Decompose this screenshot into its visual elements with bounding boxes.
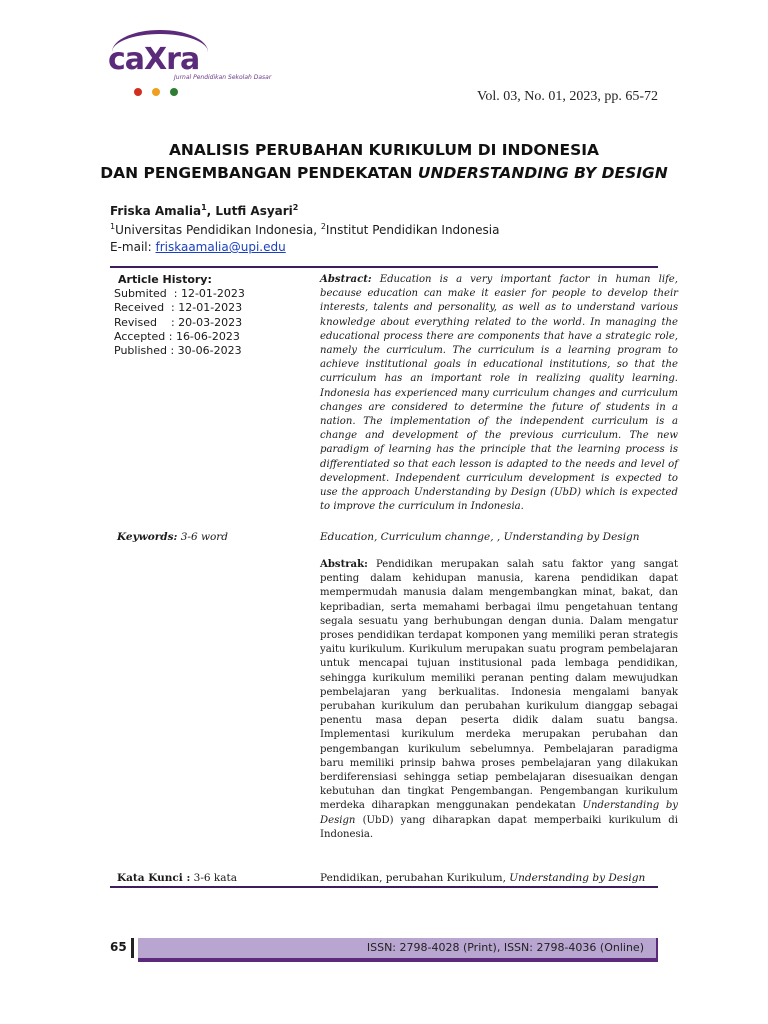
email-label: E-mail: xyxy=(110,240,156,254)
keywords-label xyxy=(117,531,228,543)
kata-kunci-plain: Pendidikan, perubahan Kurikulum, xyxy=(320,872,510,884)
affil-2: Institut Pendidikan Indonesia xyxy=(325,223,500,237)
history-published: Published : 30-06-2023 xyxy=(114,344,242,358)
authors xyxy=(110,203,298,218)
title-line-2 xyxy=(0,162,768,185)
affil-2-sup: 2 xyxy=(320,222,326,231)
kata-kunci-note: 3-6 kata xyxy=(190,872,238,884)
kata-kunci-value xyxy=(320,872,645,884)
history-accepted: Accepted : 16-06-2023 xyxy=(114,329,240,343)
top-rule xyxy=(110,266,658,268)
volume-info: Vol. 03, No. 01, 2023, pp. 65-72 xyxy=(477,89,658,104)
abstract-label: Abstract: xyxy=(320,274,372,285)
history-heading: Article History: xyxy=(118,273,212,286)
article-history xyxy=(114,273,245,358)
history-received: Received : 12-01-2023 xyxy=(114,301,243,315)
history-submitted: Submited : 12-01-2023 xyxy=(114,287,245,301)
logo-dot-orange xyxy=(152,88,160,96)
bottom-rule xyxy=(110,886,658,888)
footer-bar xyxy=(138,938,658,962)
abstrak-text-1: Pendidikan merupakan salah satu faktor yang sangat penting dalam kehidupan manusia, karena pendidikan dapat mempermudah manusia dalam mengembangkan minat, bakat, dan kepribadian, serta memahami berbagai ilmu pengetahuan tentang segala sesuatu yang berhubungan dengan dunia. Dalam mengatur proses pendidikan terdapat komponen yang memiliki peran strategis yaitu kurikulum. Kurikulum merupakan suatu program pembelajaran untuk mencapai tujuan institusional pada lembaga pendidikan, sehingga kurikulum memiliki peranan penting dalam mewujudkan pembelajaran yang berkualitas. Indonesia mengalami banyak perubahan kurikulum dan perubahan kurikulum dianggap sebagai penentu masa depan peserta didik dalam suatu bangsa. Implementasi kurikulum merdeka merupakan perubahan dan pengembangan kurikulum sebelumnya. Pembelajaran paradigma baru memiliki prinsip bahwa proses pembelajaran yang dilakukan berdiferensiasi sehingga setiap pembelajaran disesuaikan dengan kebutuhan dan tingkat Pengembangan. Pengembangan kurikulum merdeka diharapkan menggunakan pendekatan xyxy=(320,559,678,812)
history-revised: Revised : 20-03-2023 xyxy=(114,315,243,329)
email-link[interactable]: friskaamalia@upi.edu xyxy=(155,240,286,254)
logo-dot-red xyxy=(134,88,142,96)
title-line-1: ANALISIS PERUBAHAN KURIKULUM DI INDONESIA xyxy=(168,141,600,159)
kata-kunci-label-bold: Kata Kunci : xyxy=(117,872,191,884)
keywords-value: Education, Curriculum channge, , Understanding by Design xyxy=(320,531,640,543)
author-2-sup: 2 xyxy=(292,203,299,212)
footer-bar-inner xyxy=(138,938,656,958)
abstrak-indonesian xyxy=(320,558,678,842)
abstract-english xyxy=(320,273,678,514)
title-line-2-italic: UNDERSTANDING BY DESIGN xyxy=(417,164,668,182)
author-1-sup: 1 xyxy=(201,203,207,212)
abstract-text: Education is a very important factor in human life, because education can make it easier for people to develop their interests, talents and personality, as well as to understand various knowledge about everything related to the world. In managing the educational process there are components that have a strategic role, namely the curriculum. The curriculum is a learning program to achieve institutional goals in educational institutions, so that the curriculum has an important role in realizing quality learning. Indonesia has experienced many curriculum changes and curriculum changes are considered to determine the future of students in a nation. The implementation of the independent curriculum is a change and development of the previous curriculum. The new paradigm of learning has the principle that the learning process is differentiated so that each lesson is adapted to the needs and level of development. Independent curriculum development is expected to use the approach Understanding by Design (UbD) which is expected to improve the curriculum in Indonesia. xyxy=(320,274,678,513)
page-number: 65 xyxy=(110,940,127,954)
keywords-label-bold: Keywords: xyxy=(117,531,178,543)
kata-kunci-label xyxy=(117,872,237,884)
kata-kunci-italic: Understanding by Design xyxy=(509,872,646,884)
article-title xyxy=(0,139,768,185)
email-line xyxy=(110,240,286,254)
author-separator: , xyxy=(206,204,216,218)
abstrak-label: Abstrak: xyxy=(320,559,368,570)
title-line-2-plain: DAN PENGEMBANGAN PENDEKATAN xyxy=(100,164,418,182)
issn-text: ISSN: 2798-4028 (Print), ISSN: 2798-4036 (Online) xyxy=(366,941,644,954)
keywords-note: 3-6 word xyxy=(177,531,229,543)
page-number-divider xyxy=(131,938,134,958)
logo-dot-green xyxy=(170,88,178,96)
abstrak-text-italic: Understanding by Design xyxy=(320,800,679,826)
affiliations xyxy=(110,222,499,237)
journal-logo xyxy=(104,28,284,100)
author-2: Lutfi Asyari xyxy=(215,204,293,218)
logo-wordmark: caXra xyxy=(108,42,200,77)
affil-1: Universitas Pendidikan Indonesia, xyxy=(115,223,321,237)
author-1: Friska Amalia xyxy=(110,204,202,218)
logo-tagline: Jurnal Pendidikan Sekolah Dasar xyxy=(174,74,272,81)
abstrak-text-2: (UbD) yang diharapkan dapat memperbaiki kurikulum di Indonesia. xyxy=(320,814,678,840)
affil-1-sup: 1 xyxy=(110,222,116,231)
